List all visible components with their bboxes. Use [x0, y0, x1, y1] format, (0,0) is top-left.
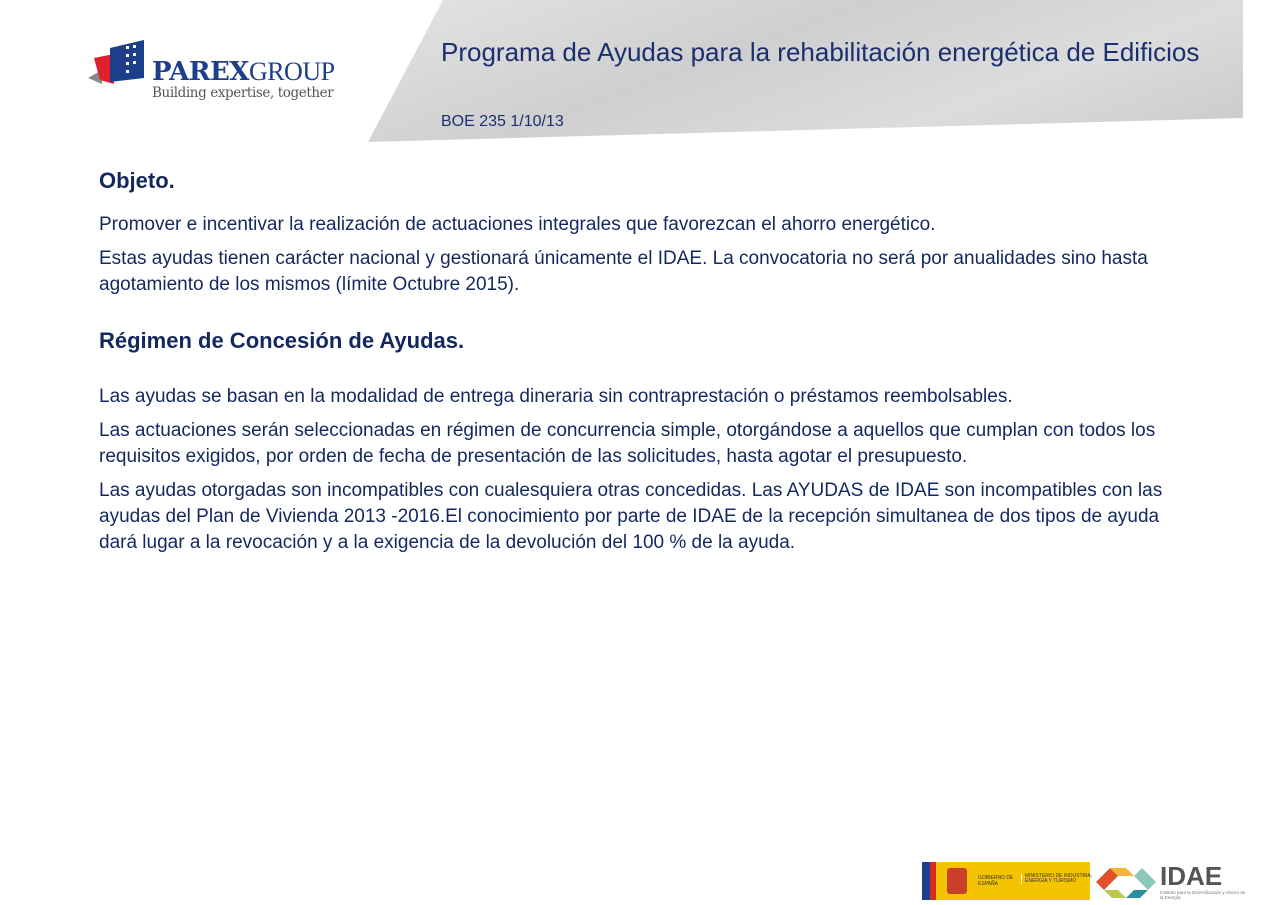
- brand-light: GROUP: [248, 57, 335, 86]
- paragraph: Las ayudas se basan en la modalidad de entrega dineraria sin contraprestación o préstamos reembolsables.: [99, 386, 1013, 407]
- gobierno-logo: [922, 862, 1093, 900]
- tagline: Building expertise, together: [152, 85, 334, 101]
- paragraph: Promover e incentivar la realización de actuaciones integrales que favorezcan el ahorro energético.: [99, 214, 936, 235]
- paragraph: Las ayudas otorgadas son incompatibles con cualesquiera otras concedidas. Las AYUDAS de IDAE son incompatibles con las ayudas del Plan de Vivienda 2013 -2016.El conocimiento por parte de IDAE de la recepción simultanea de dos tipos de ayuda dará lugar a la revocación y a la exigencia de la devolución del 100 % de la ayuda.: [99, 480, 1163, 553]
- idae-label: IDAE: [1160, 861, 1223, 891]
- ministry-label: MINISTERIO DE INDUSTRIA, ENERGÍA Y TURISMO: [1021, 874, 1093, 884]
- parex-logo: [88, 40, 335, 101]
- paragraph: Estas ayudas tienen carácter nacional y gestionará únicamente el IDAE. La convocatoria no será por anualidades sino hasta agotamiento de los mismos (límite Octubre 2015).: [99, 248, 1148, 295]
- parex-building-icon: [88, 40, 150, 86]
- brand-bold: PAREX: [152, 57, 249, 87]
- coat-of-arms-icon: [947, 868, 967, 894]
- paragraph: Las actuaciones serán seleccionadas en régimen de concurrencia simple, otorgándose a aquellos que cumplan con todos los requisitos exigidos, por orden de fecha de presentación de las solicitudes, hasta agotar el presupuesto.: [99, 420, 1156, 467]
- page-subtitle: BOE 235 1/10/13: [441, 113, 564, 130]
- content: [99, 168, 1179, 556]
- page-title: Programa de Ayudas para la rehabilitación energética de Edificios: [441, 37, 1200, 67]
- idae-subtitle: Instituto para la Diversificación y Ahorro de la Energía: [1160, 890, 1246, 900]
- heading-objeto: Objeto.: [99, 168, 175, 193]
- heading-regimen: Régimen de Concesión de Ayudas.: [99, 328, 465, 353]
- gov-label: GOBIERNO DE ESPAÑA: [978, 875, 1014, 887]
- idae-mark-icon: [1096, 864, 1156, 900]
